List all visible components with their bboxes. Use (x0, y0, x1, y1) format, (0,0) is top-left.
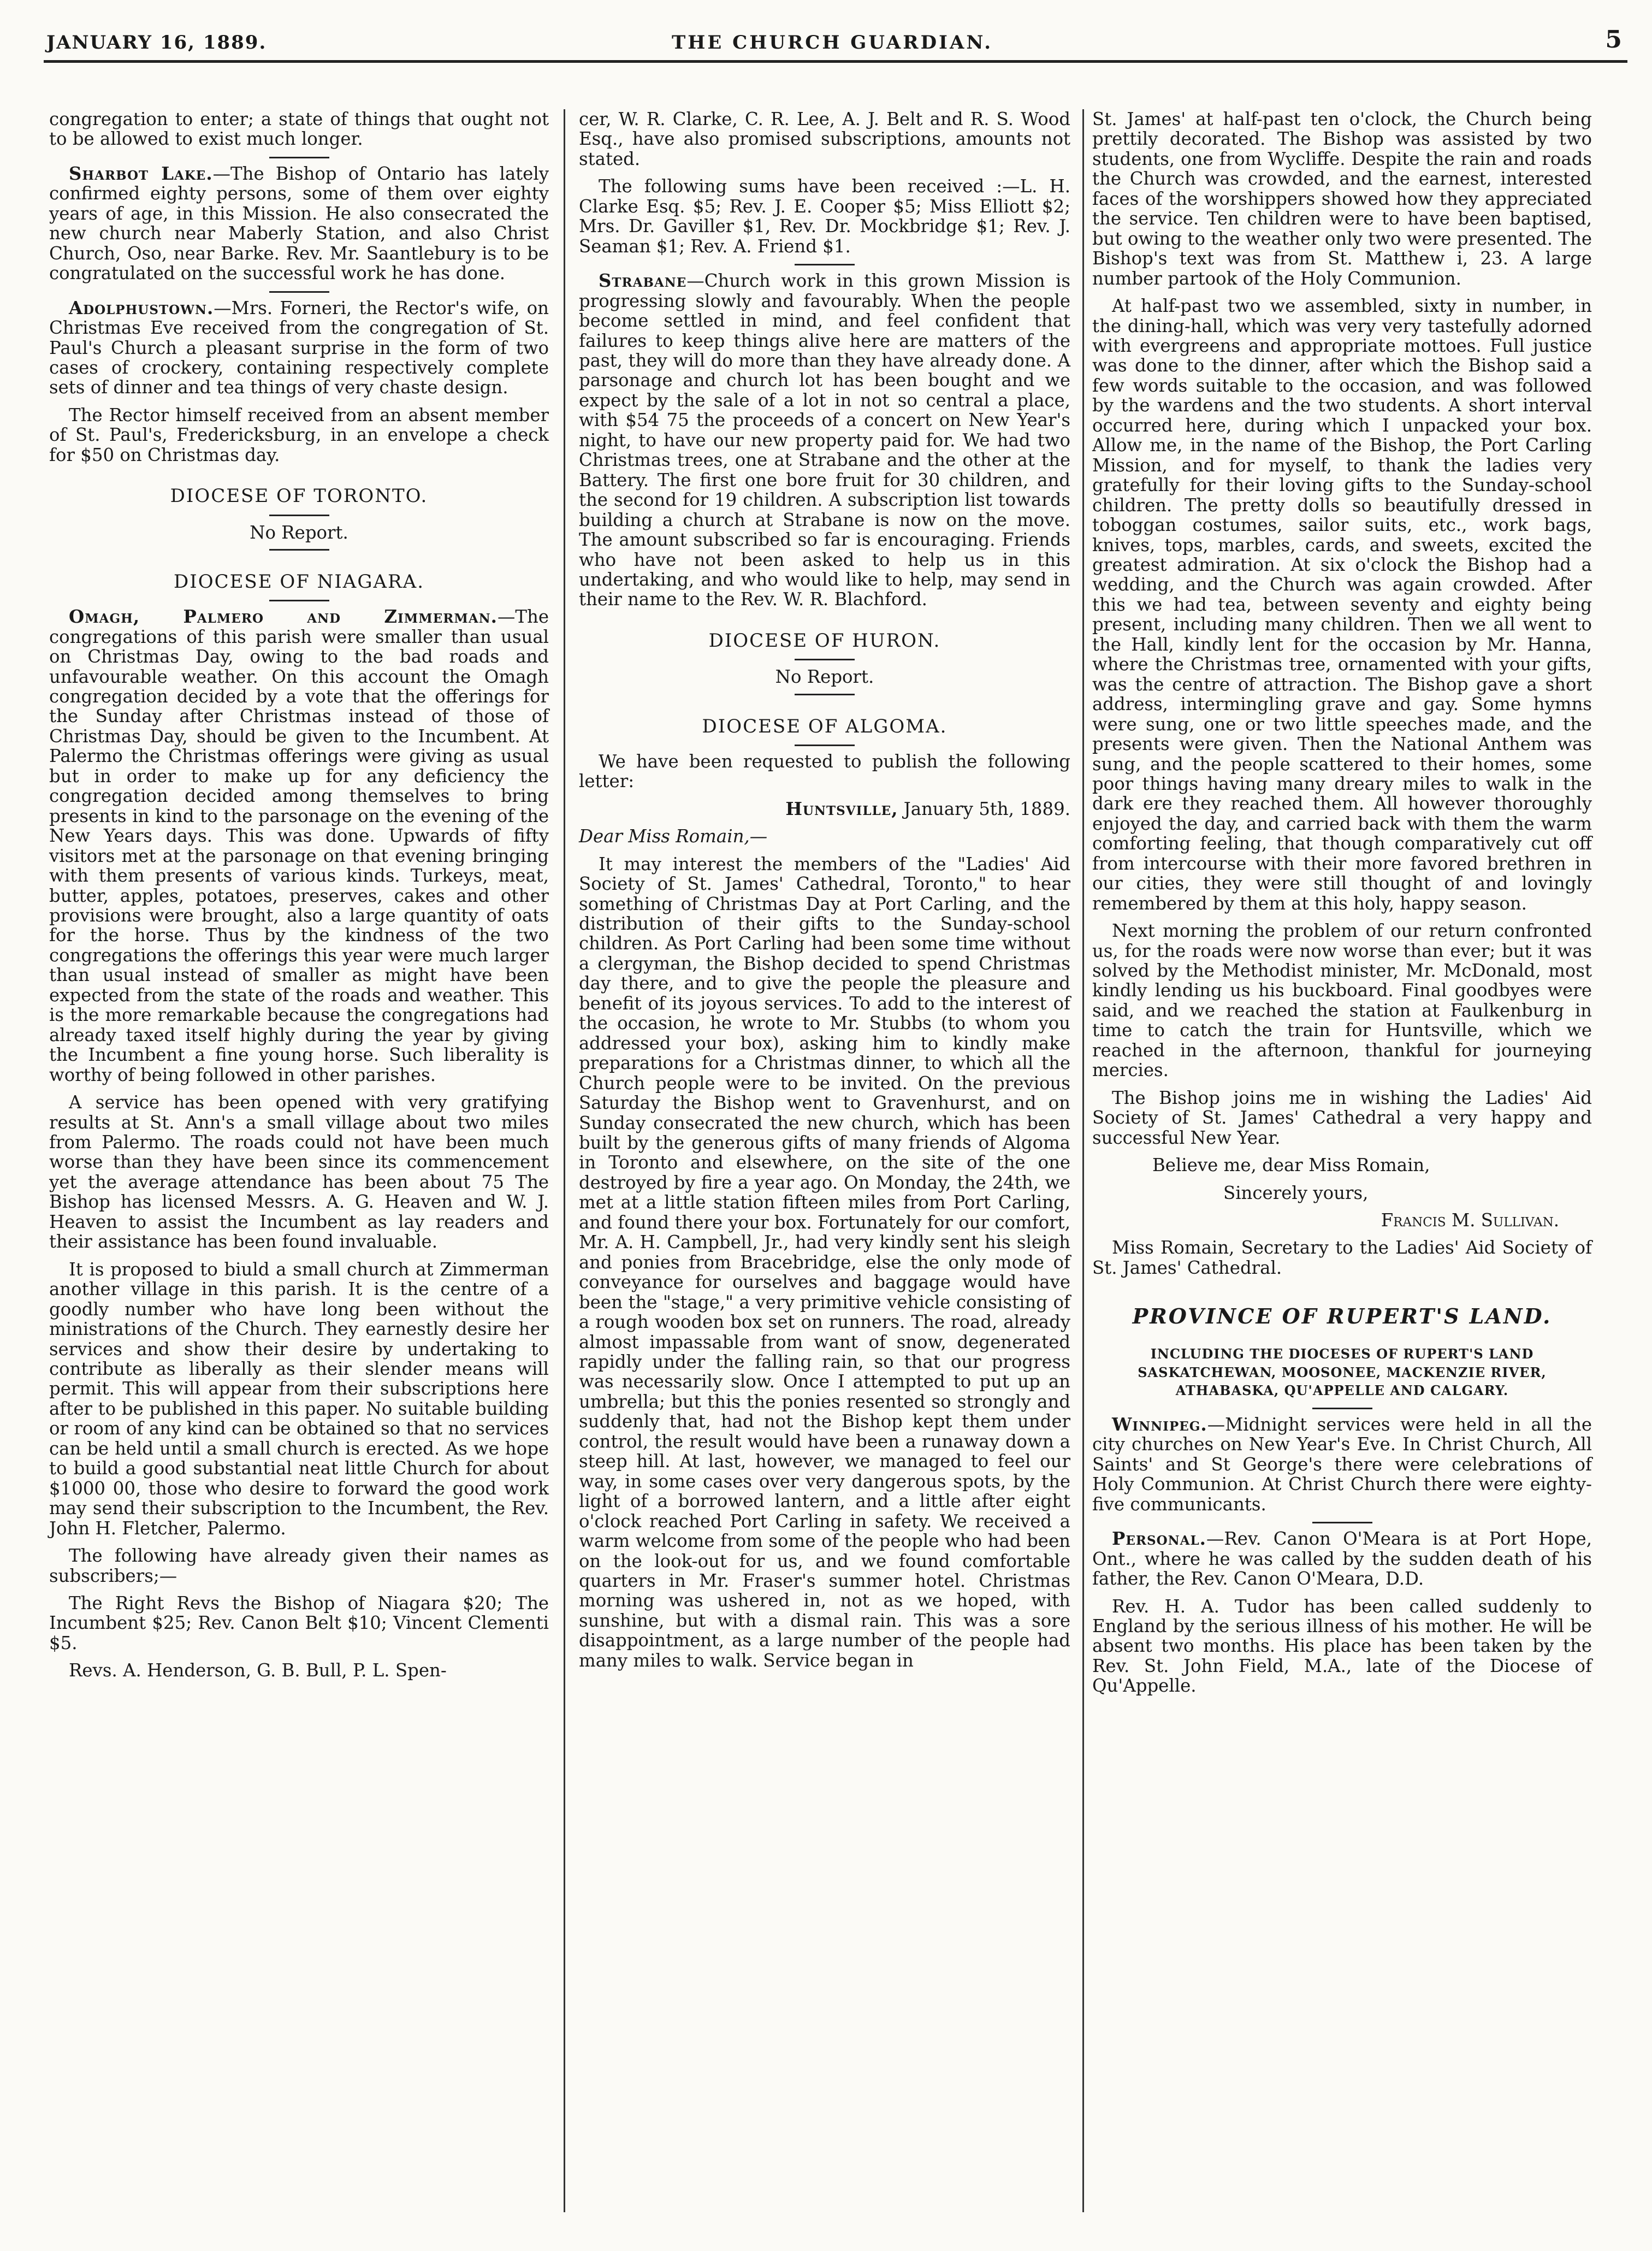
page-number: 5 (1605, 26, 1622, 54)
paragraph: At half-past two we assembled, sixty in number, in the dining-hall, which was very very tastefully adorned with evergreens and appropriate mottoes. Full justice was done to the dinner, after which the Bishop said a few words suitable to the occasion, and was followed by the wardens and the two students. A short interval occurred here, during which I unpacked your box. Allow me, in the name of the Bishop, the Port Carling Mission, and for myself, to thank the ladies very gratefully for their loving gifts to the Sunday-school children. The pretty dolls so beautifully dressed in toboggan costumes, sailor suits, etc., work bags, knives, tops, marbles, cards, and sweets, excited the greatest admiration. At six o'clock the Bishop had a wedding, and the Church was again crowded. After this we had tea, between seventy and eighty being present, including many children. Then we all went to the Hall, kindly lent for the occasion by Mr. Hanna, where the Christmas tree, ornamented with your gifts, was the centre of attraction. The Bishop gave a short address, intermingling grave and gay. Some hymns were sung, one or two little speeches made, and the presents were given. Then the National Anthem was sung, and the people scattered to their homes, some poor things having many dreary miles to walk in the dark ere they reached them. All however thoroughly enjoyed the day, and carried back with them the warm comforting feeling, that though comparatively cut off from intercourse with their more favored brethren in our cities, they were still thought of and lovingly remembered by them at this holy, happy season. (1092, 296, 1592, 914)
paragraph: The following have already given their names as subscribers;— (49, 1545, 549, 1586)
paragraph: The Rector himself received from an absent member of St. Paul's, Fredericksburg, in an envelope a check for $50 on Christmas day. (49, 404, 549, 465)
article-lead: Omagh, Palmero and Zimmerman. (69, 606, 498, 628)
section-subheading: INCLUDING THE DIOCESES OF RUPERT'S LAND SASKATCHEWAN, MOOSONEE, MACKENZIE RIVER, ATHABASKA, QU'APPELLE AND CALGARY. (1138, 1346, 1547, 1399)
section-heading-niagara: DIOCESE OF NIAGARA. (174, 570, 424, 593)
article-adolphustown (49, 298, 549, 398)
divider (269, 515, 329, 516)
paragraph: Next morning the problem of our return confronted us, for the roads were now worse than ever; but it was solved by the Methodist minister, Mr. McDonald, most kindly lending us his buckboard. Final goodbyes were said, and we reached the station at Faulkenburg in time to catch the train for Huntsville, which we reached in the afternoon, thankful for journeying mercies. (1092, 920, 1592, 1081)
column-rule (1082, 109, 1084, 2212)
letter-signature: Francis M. Sullivan. (1381, 1210, 1559, 1231)
divider (1312, 1522, 1372, 1523)
article-text: —The congregations of this parish were smaller than usual on Christmas Day, owing to the bad roads and unfavourable weather. On this account the Omagh congregation decided by a vote that the offerings for the Sunday after Christmas instead of those of Christmas Day, should be given to the Incumbent. At Palermo the Christmas offerings were giving as usual but in order to make up for any deficiency the congregation decided among themselves to bring presents in kind to the parsonage on the evening of the New Years days. This was done. Upwards of fifty visitors met at the parsonage on that evening bringing with them presents of various kinds. Turkeys, meat, butter, apples, potatoes, preserves, cakes and other provisions were brought, also a large quantity of oats for the horse. Thus by the kindness of the two congregations the offerings this year were much larger than usual instead of smaller as might have been expected from the state of the roads and weather. This is the more remarkable because the congregations had already taxed itself highly during the year by giving the Incumbent a fine young horse. Such liberality is worthy of being followed in other parishes. (49, 606, 549, 1085)
letter-place: Huntsville, (785, 798, 898, 819)
letter-closing: Sincerely yours, (1223, 1182, 1369, 1203)
paragraph: St. James' at half-past ten o'clock, the Church being prettily decorated. The Bishop was assisted by two students, one from Wycliffe. Despite the rain and roads the Church was crowded, and the earnest, interested faces of the worshippers showed how they appreciated the service. Ten children were to have been baptised, but owing to the weather only two were presented. The Bishop's text was from St. Matthew i, 23. A large number partook of the Holy Communion. (1092, 109, 1592, 289)
paragraph: It is proposed to biuld a small church at Zimmerman another village in this parish. It is the centre of a goodly number who have long been without the ministrations of the Church. They earnestly desire her services and show their desire by undertaking to contribute as liberally as their slender means will permit. This will appear from their subscriptions here after to be published in this paper. No suitable building or room of any kind can be obtained so that no services can be held until a small church is erected. As we hope to build a good substantial neat little Church for about $1000 00, those who desire to forward the good work may send their subscription to the Incumbent, the Rev. John H. Fletcher, Palermo. (49, 1259, 549, 1539)
divider (795, 694, 855, 695)
article-lead: Winnipeg. (1112, 1414, 1207, 1435)
paragraph: Revs. A. Henderson, G. B. Bull, P. L. Spen- (69, 1660, 447, 1681)
article-omagh (49, 607, 549, 1085)
no-report-huron: No Report. (775, 666, 874, 688)
divider (1312, 1408, 1372, 1409)
article-lead: Sharbot Lake. (69, 163, 213, 184)
article-personal (1092, 1529, 1592, 1588)
column-1 (49, 109, 549, 1688)
section-heading-algoma: DIOCESE OF ALGOMA. (702, 715, 948, 737)
article-text: —Rev. Canon O'Meara is at Port Hope, Ont., where he was called by the sudden death of his father, the Rev. Canon O'Meara, D.D. (1092, 1528, 1592, 1590)
paragraph: A service has been opened with very gratifying results at St. Ann's a small village about two miles from Palermo. The roads could not have been much worse than they have been since its commencement yet the average attendance has been about 75 The Bishop has licensed Messrs. A. G. Heaven and W. J. Heaven to assist the Incumbent as lay readers and their assistance has been found invaluable. (49, 1092, 549, 1252)
article-lead: Personal. (1112, 1528, 1206, 1550)
paragraph: The following sums have been received :—L. H. Clarke Esq. $5; Rev. J. E. Cooper $5; Miss Elliott $2; Mrs. Dr. Gaviller $1, Rev. Dr. Mockbridge $1; Rev. J. Seaman $1; Rev. A. Friend $1. (579, 176, 1070, 257)
column-rule (564, 109, 565, 2212)
article-text: —Church work in this grown Mission is progressing slowly and favourably. When the people become settled in mind, and feel confident that failures to keep things alive here are matters of the past, they will do more than they have already done. A parsonage and church lot has been bought and we expect by the sale of a lot in not so central a place, with $54 75 the proceeds of a concert on New Year's night, to have our new property paid for. We had two Christmas trees, one at Strabane and the other at the Battery. The first one bore fruit for 30 children, and the second for 19 children. A subscription list towards building a church at Strabane is now on the move. The amount subscribed so far is encouraging. Friends who have not been asked to help us in this undertaking, and who would like to help, may send in their name to the Rev. W. R. Blachford. (579, 270, 1070, 610)
letter-salutation: Dear Miss Romain,— (579, 826, 768, 847)
masthead (44, 16, 1627, 63)
no-report-toronto: No Report. (250, 522, 348, 543)
article-strabane (579, 271, 1070, 610)
article-lead: Strabane (599, 270, 687, 292)
article-lead: Adolphustown. (69, 297, 214, 318)
divider (269, 549, 329, 551)
paragraph: congregation to enter; a state of things that ought not to be allowed to exist much longer. (49, 109, 549, 150)
column-3 (1092, 109, 1592, 1704)
divider (269, 157, 329, 158)
article-text: —Mrs. Forneri, the Rector's wife, on Christmas Eve received from the congregation of St. Paul's Church a pleasant surprise in the form of two cases of crockery, containing respectively complete sets of dinner and tea things of very chaste design. (49, 297, 549, 398)
article-text: —Midnight services were held in all the city churches on New Year's Eve. In Christ Church, All Saints' and St George's there were celebrations of Holy Communion. At Christ Church there were eighty-five communicants. (1092, 1414, 1592, 1515)
article-winnipeg (1092, 1415, 1592, 1514)
masthead-date: JANUARY 16, 1889. (46, 32, 267, 54)
letter-date: January 5th, 1889. (898, 798, 1070, 819)
divider (795, 659, 855, 660)
letter-dateline (579, 799, 1070, 819)
section-heading-rupert: PROVINCE OF RUPERT'S LAND. (1132, 1304, 1552, 1329)
letter-closing: Believe me, dear Miss Romain, (1152, 1155, 1430, 1176)
divider (795, 745, 855, 746)
masthead-title: THE CHURCH GUARDIAN. (672, 32, 993, 54)
article-text: —The Bishop of Ontario has lately confirmed eighty persons, some of them over eighty years of age, in this Mission. He also consecrated the new church near Maberly Station, and also Christ Church, Oso, near Barke. Rev. Mr. Saantlebury is to be congratulated on the successful work he has done. (49, 163, 549, 284)
column-2 (579, 109, 1070, 1678)
section-heading-huron: DIOCESE OF HURON. (708, 629, 941, 652)
paragraph: Miss Romain, Secretary to the Ladies' Aid Society of St. James' Cathedral. (1092, 1237, 1592, 1278)
paragraph: The Right Revs the Bishop of Niagara $20; The Incumbent $25; Rev. Canon Belt $10; Vincent Clementi $5. (49, 1592, 549, 1653)
article-sharbot-lake (49, 164, 549, 283)
section-heading-toronto: DIOCESE OF TORONTO. (170, 485, 428, 507)
divider (795, 264, 855, 265)
letter-body: It may interest the members of the "Ladies' Aid Society of St. James' Cathedral, Toronto," to hear something of Christmas Day at Port Carling, and the distribution of their gifts to the Sunday-school children. As Port Carling had been some time without a clergyman, the Bishop decided to spend Christmas day there, and to give the people the pleasure and benefit of its joyous services. To add to the interest of the occasion, he wrote to Mr. Stubbs (to whom you addressed your box), asking him to kindly make preparations for a Christmas dinner, to which all the Church people were to be invited. On the previous Saturday the Bishop went to Gravenhurst, and on Sunday consecrated the new church, which has been built by the generous gifts of many friends of Algoma in Toronto and elsewhere, on the site of the one destroyed by fire a year ago. On Monday, the 24th, we met at a little station fifteen miles from Port Carling, and found there your box. Fortunately for our comfort, Mr. A. H. Campbell, Jr., had very kindly sent his sleigh and ponies from Bracebridge, else the only mode of conveyance for ourselves and baggage would have been the "stage," a very primitive vehicle consisting of a rough wooden box set on runners. The road, already almost impassable from want of snow, degenerated rapidly under the falling rain, so that our progress was necessarily slow. Once I attempted to put up an umbrella; but this the ponies resented so strongly and suddenly that, had not the Bishop kept them under control, the result would have been a runaway down a steep hill. At last, however, we managed to feel our way, in some cases over very dangerous spots, by the light of a borrowed lantern, and a little after eight o'clock reached Port Carling in safety. We received a warm welcome from some of the people who had been on the look-out for us, and we found comfortable quarters in Mr. Fraser's summer hotel. Christmas morning was ushered in, not as we hoped, with sunshine, but with a dismal rain. This was a sore disappointment, as a large number of the people had many miles to walk. Service began in (579, 853, 1070, 1671)
paragraph: cer, W. R. Clarke, C. R. Lee, A. J. Belt and R. S. Wood Esq., have also promised subscriptions, amounts not stated. (579, 109, 1070, 169)
paragraph: The Bishop joins me in wishing the Ladies' Aid Society of St. James' Cathedral a very happy and successful New Year. (1092, 1087, 1592, 1148)
paragraph: Rev. H. A. Tudor has been called suddenly to England by the serious illness of his mother. He will be absent two months. His place has been taken by the Rev. St. John Field, M.A., late of the Diocese of Qu'Appelle. (1092, 1596, 1592, 1697)
divider (269, 600, 329, 601)
paragraph: We have been requested to publish the following letter: (579, 751, 1070, 792)
divider (269, 291, 329, 293)
